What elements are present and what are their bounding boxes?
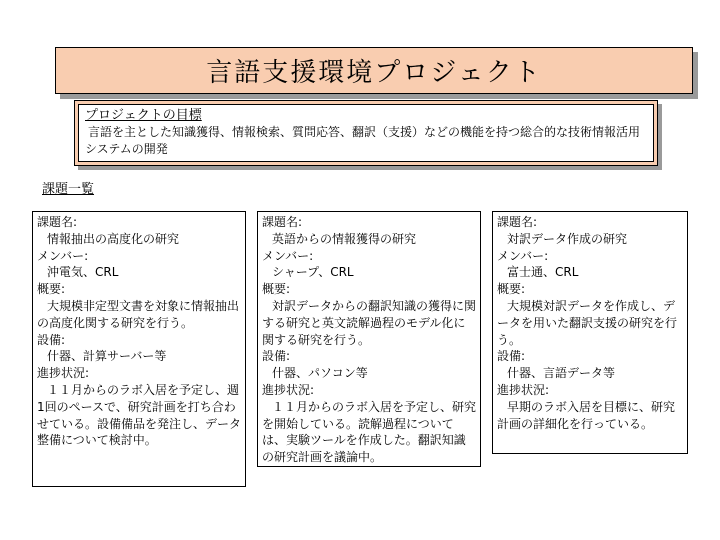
task-name-label: 課題名: <box>497 215 538 229</box>
task-name: 英語からの情報獲得の研究 <box>272 231 417 246</box>
progress-label: 進捗状況: <box>37 366 90 381</box>
goal-heading: プロジェクトの目標 <box>85 108 202 123</box>
goal-body: 言語を主とした知識獲得、情報検索、質問応答、翻訳（支援）などの機能を持つ総合的な技術情報活用システムの開発 <box>85 125 641 156</box>
members-label: メンバー: <box>37 248 89 263</box>
equipment-label: 設備: <box>37 332 66 347</box>
progress-label: 進捗状況: <box>262 382 315 397</box>
overview-label: 概要: <box>497 282 526 297</box>
progress: １１月からのラボ入居を予定し、週1回のペースで、研究計画を打ち合わせている。設備備品を発注し、データ整備について検討中。 <box>37 382 242 448</box>
equipment: 什器、パソコン等 <box>272 366 368 381</box>
page-title: 言語支援環境プロジェクト <box>206 58 542 88</box>
equipment-label: 設備: <box>262 349 291 364</box>
progress-label: 進捗状況: <box>497 382 550 397</box>
members-label: メンバー: <box>262 248 314 263</box>
task-name: 対訳データ作成の研究 <box>507 231 628 246</box>
overview-label: 概要: <box>262 282 291 297</box>
project-goal-panel <box>78 104 654 162</box>
task-card-3 <box>492 211 688 454</box>
project-goal-box <box>74 100 658 166</box>
members: 沖電気、CRL <box>47 265 119 280</box>
task-list-heading: 課題一覧 <box>42 182 95 197</box>
task-name-label: 課題名: <box>37 215 78 229</box>
equipment: 什器、言語データ等 <box>507 366 616 381</box>
equipment: 什器、計算サーバー等 <box>47 349 167 364</box>
members: 富士通、CRL <box>507 265 579 280</box>
progress: １１月からのラボ入居を予定し、研究を開始している。読解過程については、実験ツールを作成した。翻訳知識の研究計画を議論中。 <box>262 399 477 465</box>
overview: 大規模対訳データを作成し、データを用いた翻訳支援の研究を行う。 <box>497 298 678 347</box>
title-banner <box>55 47 693 94</box>
members-label: メンバー: <box>497 248 549 263</box>
members: シャープ、CRL <box>272 265 354 280</box>
task-name-label: 課題名: <box>262 215 303 229</box>
task-name: 情報抽出の高度化の研究 <box>47 231 180 246</box>
overview-label: 概要: <box>37 282 66 297</box>
overview: 対訳データからの翻訳知識の獲得に関する研究と英文読解過程のモデル化に関する研究を行う。 <box>262 298 477 347</box>
equipment-label: 設備: <box>497 349 526 364</box>
task-card-1 <box>32 211 246 487</box>
overview: 大規模非定型文書を対象に情報抽出の高度化関する研究を行う。 <box>37 298 240 330</box>
progress: 早期のラボ入居を目標に、研究計画の詳細化を行っている。 <box>497 399 676 431</box>
task-card-2 <box>257 211 481 467</box>
